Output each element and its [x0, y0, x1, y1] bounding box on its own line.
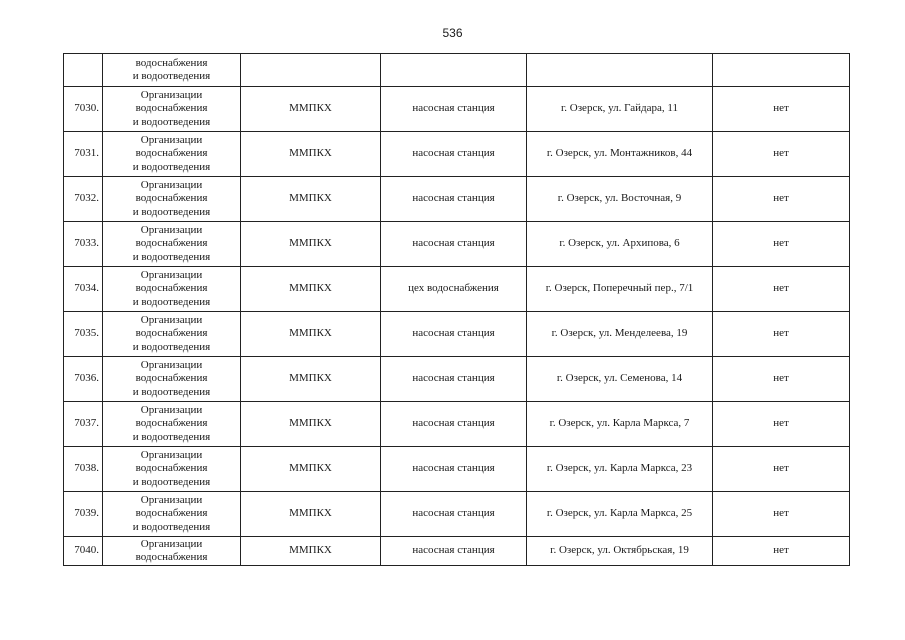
cell-type: насосная станция — [381, 357, 527, 402]
table-row — [64, 402, 850, 447]
cell-organization: Организации водоснабжения и водоотведения — [103, 87, 241, 132]
continuation-row — [64, 54, 850, 87]
table-row — [64, 447, 850, 492]
cell-address: г. Озерск, ул. Семенова, 14 — [527, 357, 713, 402]
cell-num: 7034. — [64, 267, 103, 312]
cell-type: насосная станция — [381, 447, 527, 492]
cell-address: г. Озерск, ул. Архипова, 6 — [527, 222, 713, 267]
table-row — [64, 267, 850, 312]
cell-address: г. Озерск, ул. Карла Маркса, 25 — [527, 492, 713, 537]
cell-organization: Организации водоснабжения и водоотведения — [103, 492, 241, 537]
page-number: 536 — [442, 26, 463, 40]
table-row — [64, 87, 850, 132]
cell-num — [64, 54, 103, 87]
cell-num: 7032. — [64, 177, 103, 222]
cell-type: цех водоснабжения — [381, 267, 527, 312]
cell-address: г. Озерск, ул. Карла Маркса, 7 — [527, 402, 713, 447]
table-row — [64, 312, 850, 357]
cell-organization: Организации водоснабжения и водоотведения — [103, 312, 241, 357]
cell-status: нет — [713, 87, 850, 132]
cell-organization: Организации водоснабжения и водоотведения — [103, 267, 241, 312]
cell-status: нет — [713, 312, 850, 357]
cell-type: насосная станция — [381, 177, 527, 222]
table-row — [64, 537, 850, 566]
cell-type: насосная станция — [381, 537, 527, 566]
cell-address: г. Озерск, ул. Монтажников, 44 — [527, 132, 713, 177]
cell-address — [527, 54, 713, 87]
table-row — [64, 132, 850, 177]
cell-owner: ММПКХ — [241, 402, 381, 447]
cell-status: нет — [713, 357, 850, 402]
cell-address: г. Озерск, ул. Октябрьская, 19 — [527, 537, 713, 566]
cell-owner — [241, 54, 381, 87]
cell-num: 7040. — [64, 537, 103, 566]
cell-owner: ММПКХ — [241, 132, 381, 177]
cell-status — [713, 54, 850, 87]
cell-organization: Организации водоснабжения и водоотведения — [103, 132, 241, 177]
cell-status: нет — [713, 177, 850, 222]
cell-organization: Организации водоснабжения — [103, 537, 241, 566]
cell-status: нет — [713, 402, 850, 447]
cell-status: нет — [713, 537, 850, 566]
cell-organization: Организации водоснабжения и водоотведения — [103, 222, 241, 267]
cell-type: насосная станция — [381, 222, 527, 267]
table-row — [64, 222, 850, 267]
cell-owner: ММПКХ — [241, 492, 381, 537]
cell-organization: Организации водоснабжения и водоотведения — [103, 357, 241, 402]
cell-owner: ММПКХ — [241, 87, 381, 132]
cell-organization: водоснабжения и водоотведения — [103, 54, 241, 87]
cell-status: нет — [713, 132, 850, 177]
cell-organization: Организации водоснабжения и водоотведения — [103, 177, 241, 222]
cell-num: 7030. — [64, 87, 103, 132]
cell-owner: ММПКХ — [241, 267, 381, 312]
cell-organization: Организации водоснабжения и водоотведения — [103, 447, 241, 492]
cell-owner: ММПКХ — [241, 447, 381, 492]
table-row — [64, 492, 850, 537]
cell-status: нет — [713, 447, 850, 492]
table-row — [64, 177, 850, 222]
cell-num: 7033. — [64, 222, 103, 267]
cell-owner: ММПКХ — [241, 312, 381, 357]
cell-owner: ММПКХ — [241, 177, 381, 222]
cell-address: г. Озерск, ул. Восточная, 9 — [527, 177, 713, 222]
cell-type: насосная станция — [381, 87, 527, 132]
cell-type: насосная станция — [381, 132, 527, 177]
cell-owner: ММПКХ — [241, 222, 381, 267]
cell-type: насосная станция — [381, 402, 527, 447]
cell-num: 7036. — [64, 357, 103, 402]
cell-address: г. Озерск, ул. Менделеева, 19 — [527, 312, 713, 357]
cell-num: 7031. — [64, 132, 103, 177]
cell-type: насосная станция — [381, 312, 527, 357]
cell-type: насосная станция — [381, 492, 527, 537]
cell-organization: Организации водоснабжения и водоотведения — [103, 402, 241, 447]
cell-status: нет — [713, 267, 850, 312]
cell-status: нет — [713, 492, 850, 537]
cell-owner: ММПКХ — [241, 357, 381, 402]
cell-address: г. Озерск, ул. Гайдара, 11 — [527, 87, 713, 132]
cell-num: 7038. — [64, 447, 103, 492]
cell-owner: ММПКХ — [241, 537, 381, 566]
cell-type — [381, 54, 527, 87]
cell-num: 7035. — [64, 312, 103, 357]
cell-address: г. Озерск, ул. Карла Маркса, 23 — [527, 447, 713, 492]
cell-status: нет — [713, 222, 850, 267]
table-row — [64, 357, 850, 402]
cell-num: 7039. — [64, 492, 103, 537]
cell-num: 7037. — [64, 402, 103, 447]
cell-address: г. Озерск, Поперечный пер., 7/1 — [527, 267, 713, 312]
registry-table — [63, 53, 850, 566]
